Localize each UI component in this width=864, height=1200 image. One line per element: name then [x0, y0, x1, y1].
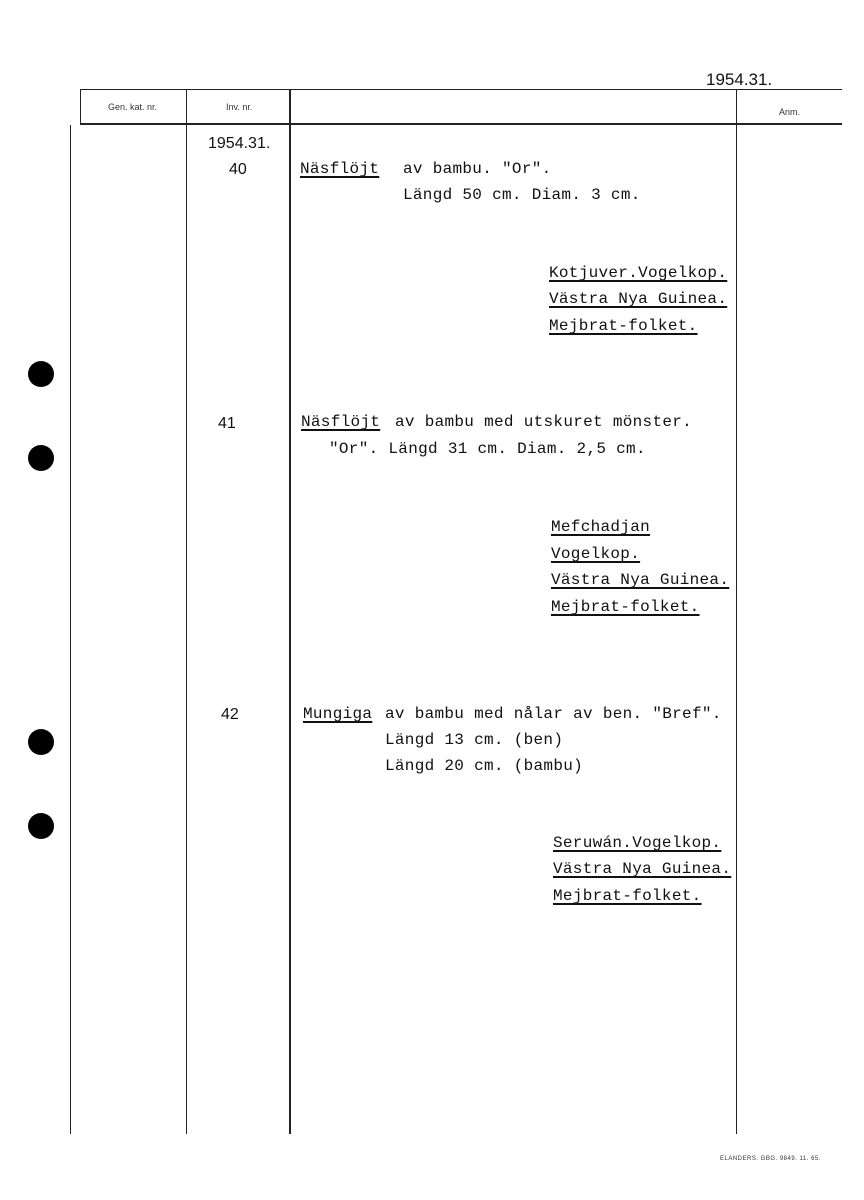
origin-line: Mejbrat-folket.: [553, 887, 702, 905]
origin-line: Seruwán.Vogelkop.: [553, 834, 722, 852]
origin-line: Kotjuver.Vogelkop.: [549, 264, 728, 282]
inv-number: 41: [218, 415, 236, 432]
printer-imprint: ELANDERS. GBG. 9849. 11. 65.: [720, 1156, 821, 1162]
header-inv: Inv. nr.: [226, 102, 253, 112]
origin-line: Västra Nya Guinea.: [551, 571, 730, 589]
left-margin-line: [70, 125, 71, 1134]
origin-line: Mejbrat-folket.: [551, 598, 700, 616]
description-line: av bambu med utskuret mönster.: [395, 413, 693, 431]
description-line: av bambu. "Or".: [403, 160, 552, 178]
description-line: Längd 13 cm. (ben): [385, 731, 564, 749]
series-number: 1954.31.: [208, 135, 271, 152]
column-divider-gen-inv: [186, 89, 187, 1134]
description-line: av bambu med nålar av ben. "Bref".: [385, 705, 722, 723]
header-bottom-rule: [80, 123, 842, 125]
object-name: Näsflöjt: [300, 160, 380, 178]
column-divider-inv-text: [289, 89, 291, 1134]
inv-number: 42: [221, 706, 239, 723]
binder-hole: [28, 729, 54, 755]
column-divider-text-anm: [736, 89, 737, 1134]
description-line: Längd 20 cm. (bambu): [385, 757, 584, 775]
object-name: Mungiga: [303, 705, 373, 723]
binder-hole: [28, 813, 54, 839]
binder-hole: [28, 445, 54, 471]
inv-number: 40: [229, 161, 247, 178]
origin-line: Vogelkop.: [551, 545, 641, 563]
header-gen-kat: Gen. kat. nr.: [108, 102, 158, 112]
origin-line: Västra Nya Guinea.: [549, 290, 728, 308]
page-number: 1954.31.: [706, 70, 773, 89]
description-line: "Or". Längd 31 cm. Diam. 2,5 cm.: [329, 440, 646, 458]
origin-line: Mefchadjan: [551, 518, 651, 536]
object-name: Näsflöjt: [301, 413, 381, 431]
header-top-rule: [80, 89, 842, 90]
origin-line: Västra Nya Guinea.: [553, 860, 732, 878]
origin-line: Mejbrat-folket.: [549, 317, 698, 335]
description-line: Längd 50 cm. Diam. 3 cm.: [403, 186, 641, 204]
left-border: [80, 89, 81, 125]
header-anm: Anm.: [779, 107, 801, 117]
binder-hole: [28, 361, 54, 387]
